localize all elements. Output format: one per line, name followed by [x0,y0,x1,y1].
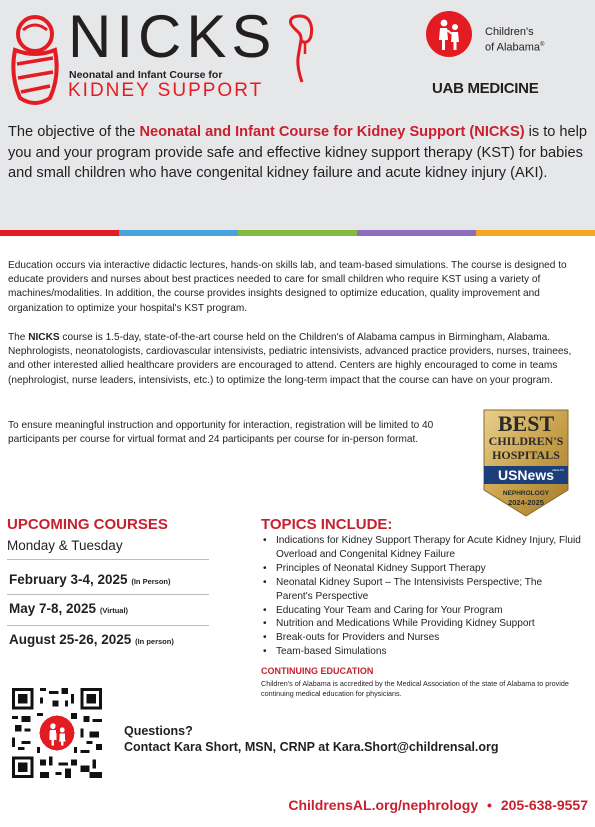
childrens-of-alabama-wordmark [485,26,544,55]
badge-specialty: NEPHROLOGY [502,490,550,497]
badge-tiny: HEALTH [552,468,564,472]
upcoming-courses-heading: UPCOMING COURSES [7,516,168,533]
badge-hospitals: HOSPITALS [492,448,560,462]
us-news-badge [482,408,570,518]
course-format: (In Person) [131,577,171,586]
badge-usnews: USNews [497,467,555,483]
objective-course-name: Neonatal and Infant Course for Kidney Support (NICKS) [139,124,525,140]
badge-best: BEST [497,411,555,436]
list-item: • Principles of Neonatal Kidney Support Therapy [261,562,581,576]
nicks-logo [6,3,306,106]
stripe-orange [476,230,595,236]
topics-heading: TOPICS INCLUDE: [261,516,393,533]
contact-block [124,724,499,755]
logo-subtitle: Neonatal and Infant Course for [69,69,223,81]
questions-label: Questions? [124,724,193,738]
list-item: • Educating Your Team and Caring for Your Program [261,604,581,618]
swaddled-baby-icon [6,12,64,108]
footer-contact [288,797,588,813]
badge-years: 2024-2025 [508,498,544,507]
continuing-education-heading: CONTINUING EDUCATION [261,666,374,676]
childrens-wordmark-line2: of Alabama [485,41,541,54]
header-band [0,0,595,230]
paragraph-registration: To ensure meaningful instruction and opportunity for interaction, registration will be limited to 40 participants per course for virtual format and 24 participants per course for in-person format. [8,420,434,446]
list-item: • Neonatal Kidney Suport – The Intensivists Perspective; The Parent's Perspective [261,576,581,604]
childrens-circle-icon [425,10,473,58]
list-item: • Indications for Kidney Support Therapy for Acute Kidney Injury, Fluid Overload and Congenital Kidney Failure [261,534,581,562]
uab-medicine-logo: UAB MEDICINE [432,80,539,97]
stripe-green [238,230,357,236]
p2-prefix: The [8,332,29,343]
stripe-red [0,230,119,236]
course-divider [7,625,209,626]
course-date-1 [9,572,171,587]
course-date: February 3-4, 2025 [9,572,128,587]
stripe-purple [357,230,476,236]
logo-title: NICKS [68,3,277,70]
paragraph-course [8,331,583,388]
list-item: • Team-based Simulations [261,645,581,659]
paragraph-education: Education occurs via interactive didactic lectures, hands-on skills lab, and team-based simulations. The course is designed to educate providers and nurses about best practices needed to care for small children who require KST using a variety of machines/modalities. In addition, the course provides insights designed to optimize education, quality improvement and organization to optimize your hospital's KST program. [8,260,567,314]
objective-suffix: is to help you and your program provide safe and effective kidney support therapy (KST) for babies and small children who have congenital kidney failure and acute kidney injury (AKI). [8,124,588,181]
objective-prefix: The objective of the [8,124,140,140]
upcoming-courses-days: Monday & Tuesday [7,538,123,553]
p2-nicks: NICKS [28,332,60,343]
continuing-education-text: Children's of Alabama is accredited by the Medical Association of the state of Alabama to provide continuing medical education for physicians. [261,679,569,698]
registered-mark: ® [540,42,545,48]
course-date: May 7-8, 2025 [9,601,97,616]
course-divider [7,594,209,595]
objective-statement [8,122,588,184]
kidney-icon [284,14,314,84]
course-date-2 [9,601,128,616]
course-date-3 [9,632,174,647]
color-stripe [0,230,595,236]
course-divider [7,559,209,560]
footer-separator: • [487,797,492,813]
list-item: • Nutrition and Medications While Providing Kidney Support [261,617,581,631]
qr-code-icon[interactable] [12,688,102,778]
course-format: (Virtual) [99,606,129,615]
topics-list [261,534,581,659]
phone-number[interactable]: 205-638-9557 [500,797,588,813]
contact-line[interactable]: Contact Kara Short, MSN, CRNP at Kara.Short@childrensal.org [124,739,499,754]
p2-rest: course is 1.5-day, state-of-the-art course held on the Children's of Alabama campus in Birmingham, Alabama. Nephrologists, neonatologists, cardiovascular intensivists, pediatric intensivists, advanced practice providers, nurses, trainees, and other interested allied healthcare providers are encouraged to attend. Centers are highly encouraged to come in teams (nephrologist, nurse leaders, intensivists, etc.) to optimize the long-term impact that the course can have on your program. [8,332,572,386]
badge-childrens: CHILDREN'S [488,434,564,448]
website-link[interactable]: ChildrensAL.org/nephrology [288,797,479,813]
childrens-of-alabama-logo [425,10,575,60]
course-date: August 25-26, 2025 [9,632,132,647]
list-item: • Break-outs for Providers and Nurses [261,631,581,645]
logo-kidney-support: KIDNEY SUPPORT [68,80,264,101]
childrens-wordmark-line1: Children's [485,26,534,38]
stripe-blue [119,230,238,236]
course-format: (In person) [135,637,174,646]
